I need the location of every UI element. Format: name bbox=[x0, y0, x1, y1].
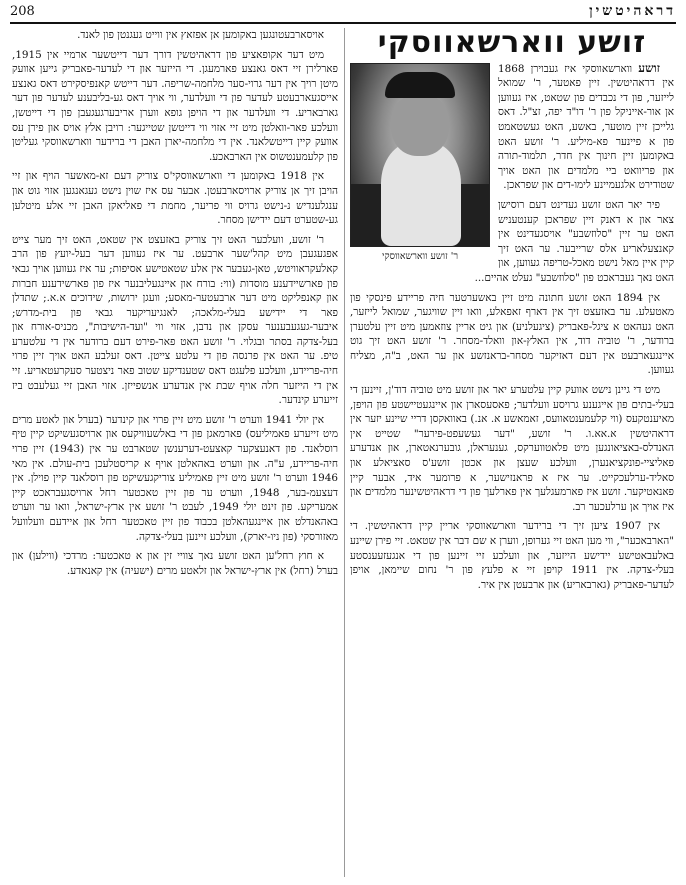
left-column bbox=[12, 28, 338, 879]
paragraph: מיט דער אקופאציע פון דראהיטשין דורך דער דייטשער ארמיי אין 1915, פארלירן זיי דאס גאנצע פארמעגן. די הייזער און די לעדער-פאבריק גייען אוועק מיטן רויך אין דער גרוי-סער מלחמה-שריפה. דער דייטש קאנפיסקירט דאס גאנצע אייסגעארבעטע לעדער פון די וועלדער, ווי אויך דאס גע-בליבענע לעדער פון דער גארבאריע. די וועלדער און די הויפן גופא ווערן אריבערגעגעבן פון די דייטשן, וועלכע פאר-וואלטן מיט זיי אזוי ווי דייטשן שטייגער: רויבן אלץ אויס און פירן עס אוועק קיין דייטשלאנד. אין די מלחמה-יארן האבן די ברידער ווארשאווסקי געליטן פון קלעמענטשוס אין הארבאכע. bbox=[12, 48, 338, 163]
paragraph: זושע ווארשאווסקי איז געבוירן 1868 אין דראהיטשין. זיין פאטער, ר' שמואל לייזער, פון די נכבדים פון שטאט, איז געווען אן אור-אייניקל פון ר' דו"ד יפה, זצ"ל. דאס גלייכן זיין מוטער, באשע, האט געשטאמט פון א פיינער פא-מיליע. ר' זושע האט באקומען זיין חינוך אין חדר, תלמוד-תורה און פריוואט ביי מלמדים און האט אויך שטודירט אלגעמיינע לימו-דים און שפראכן. bbox=[498, 60, 674, 192]
lead-name: זושע bbox=[638, 60, 660, 75]
portrait-figure bbox=[350, 63, 490, 265]
paragraph: אין 1894 האט זושע חתונה מיט זיין באשערטער חיה פריידע פינסקי פון מאטעלע. ער באזעצט זיך אין דארף זאפאלע, וואו זיין שוויגער, שמואל לייזער, האט געהאט א ציגל-פאבריק (ציגעלניע) און גיט אריין צוזאמען מיט זיין עלטערן ברודער, ר' טוביה דוד, אין האלץ-און וואלד-מסחר. ר' זושע האט זיך גוט איינגעארבעט אין דעם דאזיקער מסחר-בראנזשע און ער האט, ב"ה, מצליח געווען. bbox=[350, 291, 674, 377]
column-divider bbox=[344, 28, 345, 877]
page-number: 208 bbox=[10, 3, 35, 19]
portrait-photo bbox=[350, 63, 490, 247]
portrait-caption: ר' זושע ווארשאווסקי bbox=[382, 250, 458, 262]
paragraph: פיר יאר האט זושע געדינט דעם רוסישן צאר און א דאנק זיין שפראכן קענטעניש האט ער זיין "סלוזשבע" אויסגעדינט אין קאנצעלאריע אלס שרייבער. ער האט זיך קיין איין מאל נישט מאכל-טריפה געווען, און האט נאך געבראכט פון "סלוזשבע" געלט אהיים... bbox=[474, 198, 674, 284]
paragraph: ר' זושע, וועלכער האט זיך צוריק באזעצט אין שטאט, האט זיך מער צייט אפגעגעבן מיט קהל'שער ארבעט. ער איז געווען דער בעל-יועץ פון הרב קאלעקראוויטש, טאן-געבער אין אלע שטאטישע אסיפות; ער איז געווען אויך גבאי פון פארשיידענע מוסדות (ווי: בורח און איינגעליבנער איז פון פארשידענע חברות און קאנפליקט מיט דער ארבעטער-מאסע; וועגן ירושות, שידוכים א.א.; שתדלן פאר די יידישע בעלי-מלאכה; לאנגיעריקער גבאי פון בית-מדרש; איבער-געגעבענער עסקן און נדבן, אזוי ווי "ועד-הישיבות", מכניס-אורח און בעל-צדקה בסתר ובגלוי. ר' זושע האט פאר-פירט דעם ברודער אין די עלטערע טיפ. ער האט אין פרנסה פון די עלטע צייטן. דאס זעלבע האט אויך זיין פרוי חיה-פריידע, וועלכע פלעגט דאס שטענדיקע שטוב פאר ניצטער סעקרעטאריע. זיי אין די הייזער חלה אויף שבת אין אנדערע אנשפייזן. אזוי האבן זיי געלעבט ביז זייערע קינדער. bbox=[12, 233, 338, 407]
article-title: זושע ווארשאווסקי bbox=[377, 28, 647, 60]
right-column bbox=[350, 28, 674, 879]
paragraph: מיט די גיינן נישט אוועק קיין עלטערע יאר און זושע מיט טוביה דוד'ן, זיינען די בעלי-בתים פון אייגענע גרויסע וועלדער; פאסעסארן און איינגעטיישטע פון הויפן, מאיענטקעס (ווי קלעמענטאוועס, זאמאשע א. אנ.) באוואקסן דריי שיינע יזער אין דראהיטשין א.אא.ו. ר' זושע, "דער געשעפט-פירער" שטייט אין האנדלס-באציאונגען מיט פלאטווערקס, גענעראלן, גובערנאטארן, און אנדערע פאליציי-פונקציאנערן, וועלכע שעצן און אכטן זושע'ס סאציאלע און סאליד-ערלעכקייט. ער איז א פראנזישער, א פרומער איד, אבער קיין פאנאטיקער. זושע איז פארמעגלעך אין פארלעך פון די דראהיטשינער מלמדים און איז אויך אן ערלעכער רב. bbox=[350, 384, 674, 513]
page-header bbox=[10, 0, 676, 24]
paragraph: א חוץ רחל'ען האט זושע נאך צוויי זין און א טאכטער: מרדכי (ווילען) און בערל (רחל) אין ארץ-ישראל און זלאטע מרים (ישעיה) אין קאנאדע. bbox=[12, 550, 338, 577]
running-title: דראהיטשין bbox=[589, 2, 676, 19]
paragraph: אין 1918 באקומען די ווארשאווסקי'ס צוריק דעם זא-מאשער הויף און זיי הויבן זיך אן צוריק ארויסארבעטן. אבער עס איז שוין נישט געגאנגען אזוי גוט און ענגלענדיש נ-נישט גרויס ווי פריער, מחמת די פאליאקן האבן זיי אלע מיטלען גע-שטערט דעם יידישן מסחר. bbox=[12, 170, 338, 227]
paragraph: אין יולי 1941 ווערט ר' זושע מיט זיין פרוי און קינדער (בערל און לאטע מרים מיט זייערע פאמיליעס) פארמאגן פון די באלשעוויקעס און ארויסגעשיקט קיין טיף רוסלאנד. פון דאנעצקער קאצעט-דערענשן שטארבט ער אין (1943) זיין פרוי חיה-פריידע, ע"ה. און ווערט באהאלטן אויף א קריסטלעכן בית-עולם. אין מאי 1946 ווערט ר' זושע מיט זיין פאמיליע צוריקגעשיקט פון רוסלאנד קיין פוילן. אין דעצעמ-בער, 1948, ווערט ער פון זיין טאכטער רחל ארויסגעבראכט קיין אמעריקע. פון זינט יולי 1949, לעבט ר' זושע אין ארץ-ישראל, וואו ער ווערט באהאנדלט און איינגעהאלטן בכבוד פון זיין טאכטער רחל און איידעם וועלוועל מאזורסקי (פון ניו-יארק), וועלכע זיינען בעלי-צדקה. bbox=[12, 413, 338, 543]
paragraph: אויסארבעטונגען באקומען אן אפזאץ אין ווייט געגנטן פון לאנד. bbox=[77, 29, 324, 41]
paragraph: אין 1907 ציען זיך די ברידער ווארשאווסקי אריין קיין דראהיטשין. די "הארבאכער", ווי מען האט זיי גערופן, ווערן א שם דבר אין שטאט. זיי פירן שיינע באלעבאטישע יידישע הייזער, און וועלכע זיי זיינען פון די אנגעזעענסטע בעלי-צדקה. אין 1911 קויפן זיי א פלעץ פון ר' נחום שיימאן, אויפן לעדער-פאבריק (גארבאריע) און ארבעטן אין איר. bbox=[350, 520, 674, 591]
